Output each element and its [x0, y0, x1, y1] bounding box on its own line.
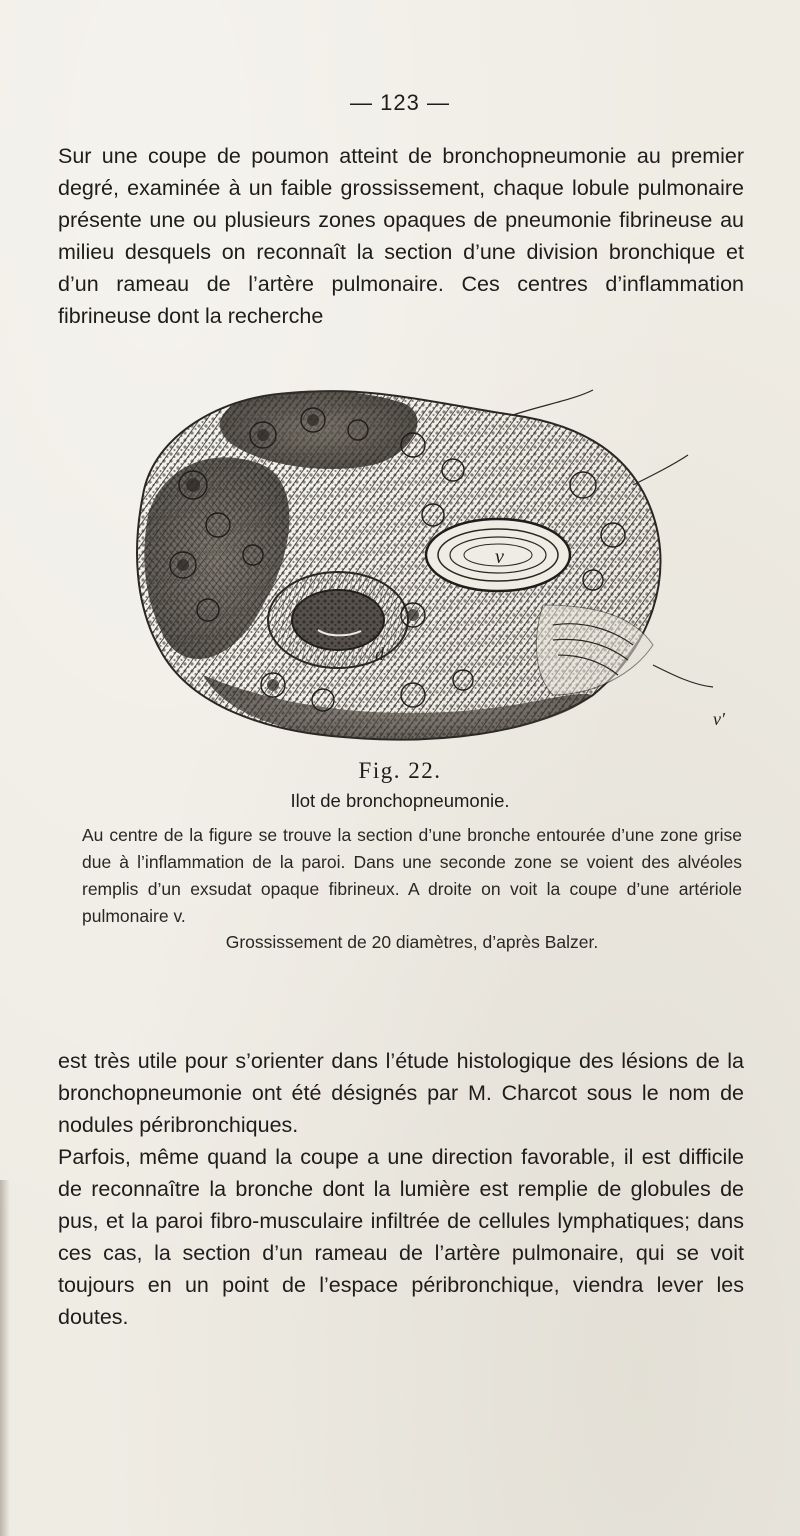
figure-source: Grossissement de 20 diamètres, d’après Balzer.	[225, 932, 599, 952]
page-number: — 123 —	[350, 90, 450, 115]
paragraph-final: Parfois, même quand la coupe a une direction favorable, il est difficile de reconnaître la bronche dont la lumière est remplie de globules de pus, et la paroi fibro-musculaire infiltrée de cellules lymphatiques; dans ces cas, la section d’un rameau de l’artère pulmonaire, qui se voit toujours en un point de l’espace péribronchique, viendra lever les doutes.	[58, 1145, 744, 1329]
figure-label-vprime: v′	[713, 709, 725, 729]
paragraph-intro: Sur une coupe de poumon atteint de bronchopneumonie au premier degré, examinée à un faible grossissement, chaque lobule pulmonaire présente une ou plusieurs zones opaques de pneumonie fibrineuse au milieu desquels on reconnaît la section d’une division bronchique et d’un rameau de l’artère pulmonaire. Ces centres d’inflammation fibrineuse dont la recherche	[58, 144, 744, 328]
figure-caption: Au centre de la figure se trouve la section d’une bronche entourée d’une zone grise due à l’inflammation de la paroi. Dans une seconde zone se voient des alvéoles remplis d’un exsudat opaque fibrineux. A droite on voit la coupe d’une artériole pulmonaire v.	[82, 825, 742, 926]
histology-engraving	[113, 375, 733, 755]
page-edge-shadow	[0, 1180, 10, 1536]
figure-bronchopneumonia-illustration	[113, 375, 733, 755]
figure-label-d: d	[375, 644, 384, 664]
figure-subtitle: Ilot de bronchopneumonie.	[290, 790, 510, 811]
paragraph-continuation: est très utile pour s’orienter dans l’étude histologique des lésions de la bronchopneumonie ont été désignés par M. Charcot sous le nom de nodules péribronchiques.	[58, 1049, 744, 1137]
figure-title: Fig. 22.	[358, 758, 442, 783]
figure-label-v: v	[495, 546, 504, 568]
